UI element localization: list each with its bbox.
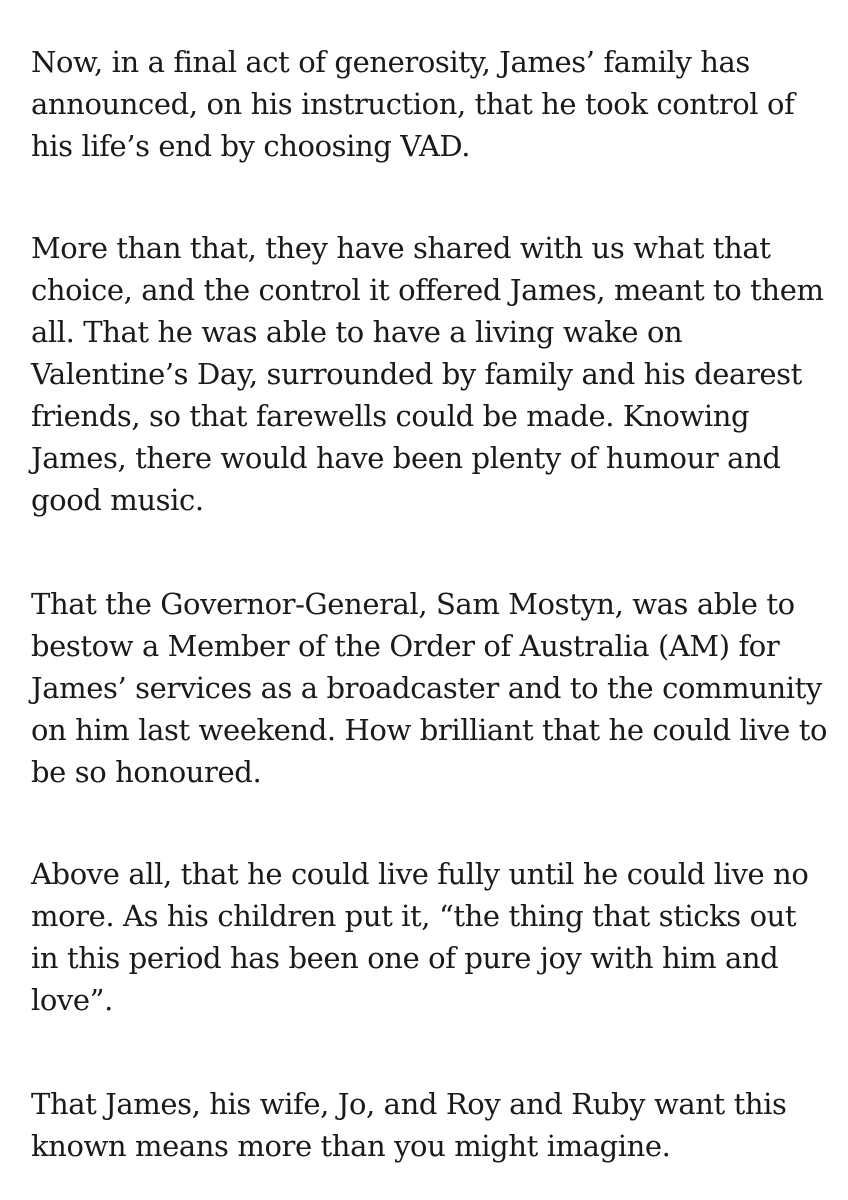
text-line: bestow a Member of the Order of Australia (AM) for — [31, 629, 780, 663]
text-line: his life’s end by choosing VAD. — [31, 129, 471, 163]
text-line: love”. — [31, 983, 113, 1017]
text-line: announced, on his instruction, that he took control of — [31, 87, 795, 121]
text-line: More than that, they have shared with us what that — [31, 231, 771, 265]
paragraph-4 — [31, 853, 808, 1021]
text-line: on him last weekend. How brilliant that he could live to — [31, 713, 828, 747]
text-line: James’ services as a broadcaster and to the community — [31, 671, 822, 705]
text-line: good music. — [31, 483, 204, 517]
paragraph-2 — [31, 227, 824, 521]
text-line: be so honoured. — [31, 755, 262, 789]
text-line: That the Governor-General, Sam Mostyn, was able to — [31, 587, 795, 621]
text-line: in this period has been one of pure joy with him and — [31, 941, 779, 975]
text-line: Above all, that he could live fully until he could live no — [31, 857, 809, 891]
text-line: James, there would have been plenty of humour and — [31, 441, 781, 475]
text-line: more. As his children put it, “the thing that sticks out — [31, 899, 797, 933]
text-line: choice, and the control it offered James, meant to them — [31, 273, 824, 307]
text-line: known means more than you might imagine. — [31, 1129, 671, 1163]
text-line: Now, in a final act of generosity, James’ family has — [31, 45, 750, 79]
text-line: Valentine’s Day, surrounded by family and his dearest — [31, 357, 802, 391]
paragraph-3 — [31, 583, 827, 793]
text-line: friends, so that farewells could be made. Knowing — [31, 399, 750, 433]
text-line: That James, his wife, Jo, and Roy and Ruby want this — [31, 1087, 787, 1121]
paragraph-5 — [31, 1083, 787, 1167]
paragraph-1 — [31, 41, 794, 167]
text-line: all. That he was able to have a living wake on — [31, 315, 683, 349]
